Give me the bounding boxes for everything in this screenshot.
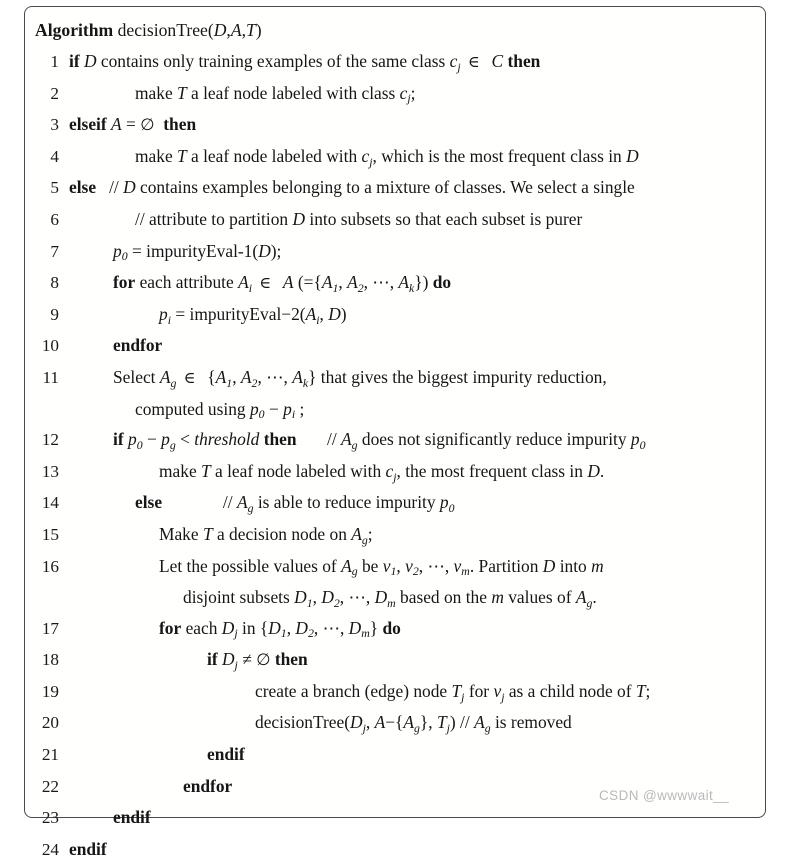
code-line <box>25 267 755 299</box>
line-content: endfor <box>183 775 233 796</box>
code-line <box>25 424 755 456</box>
line-number: 7 <box>50 241 59 261</box>
code-line-continuation <box>25 394 755 425</box>
line-content: endfor <box>113 335 163 356</box>
code-line <box>25 676 755 708</box>
line-content: disjoint subsets $D_1$, $D_2$, ⋯, $D_m$ based on the m values of $A_g$. <box>183 587 597 610</box>
line-content: computed using $p_0 - p_i$ ; <box>135 398 305 422</box>
line-number: 22 <box>41 776 59 796</box>
line-content: if $p_0 - p_g$ < threshold then // $A_g$ does not significantly reduce impurity $p_0$ <box>113 429 646 452</box>
line-number: 16 <box>41 556 59 576</box>
algorithm-code-body <box>25 15 765 865</box>
line-content: else // $A_g$ is able to reduce impurity $p_0$ <box>135 492 455 516</box>
line-content: endif <box>69 838 107 859</box>
code-line <box>25 141 755 173</box>
line-number: 13 <box>41 461 59 481</box>
code-line <box>25 802 755 834</box>
line-number: 1 <box>50 52 59 71</box>
line-number: 5 <box>50 178 59 198</box>
line-content: Make T a decision node on $A_g$; <box>159 523 373 547</box>
line-number: 19 <box>41 681 59 701</box>
code-line <box>25 551 755 583</box>
code-line <box>25 46 755 78</box>
code-line <box>25 204 755 236</box>
line-content: elseif A = ∅ then <box>69 114 197 135</box>
line-number: 24 <box>41 839 59 859</box>
line-number: 6 <box>50 209 59 229</box>
code-line <box>25 644 755 676</box>
line-content: endif <box>113 807 151 828</box>
algorithm-title-keyword: Algorithm <box>35 20 114 40</box>
line-content: make T a leaf node labeled with class $c_j$; <box>135 82 416 106</box>
code-line <box>25 109 755 141</box>
line-content: $p_i$ = $impurityEval-2(A_i$, D) <box>159 303 347 327</box>
code-line <box>25 834 755 865</box>
line-content: Let the possible values of $A_g$ be $v_1$, $v_2$, ⋯, $v_m$. Partition D into m <box>159 555 604 579</box>
line-content: create a branch (edge) node $T_j$ for $v_j$ as a child node of T; <box>255 680 651 704</box>
line-content: else // D contains examples belonging to a mixture of classes. We select a single <box>69 177 635 198</box>
line-number: 18 <box>41 650 59 670</box>
line-number: 21 <box>41 745 59 765</box>
line-content: for each $D_j$ in {$D_1$, $D_2$, ⋯, $D_m$} do <box>159 617 401 641</box>
line-number: 12 <box>41 430 59 450</box>
algorithm-frame <box>24 6 766 859</box>
code-line <box>25 739 755 771</box>
code-line <box>25 330 755 362</box>
line-number: 2 <box>50 83 59 103</box>
algorithm-title <box>25 15 755 46</box>
line-content: make T a leaf node labeled with $c_j$, which is the most frequent class in D <box>135 145 639 169</box>
line-content: if $D_j$ ≠ ∅ then <box>207 649 308 673</box>
line-number: 20 <box>41 713 59 733</box>
line-number: 9 <box>50 304 59 324</box>
code-line <box>25 707 755 739</box>
code-line <box>25 362 755 394</box>
code-line <box>25 456 755 488</box>
line-number: 10 <box>41 336 59 356</box>
code-line <box>25 519 755 551</box>
line-number: 3 <box>50 115 59 135</box>
line-content: $decisionTree(D_j$, $A-\{A_g\}$, $T_j) // A_g$ is removed <box>255 712 572 736</box>
line-number: 8 <box>50 273 59 293</box>
line-content: for each attribute $A_i$ ∈ A ($=\{A_1$, $A_2$, ⋯, $A_k$}) do <box>113 272 452 295</box>
line-number: 14 <box>41 493 59 513</box>
line-content: endif <box>207 744 245 765</box>
line-number: 4 <box>50 146 59 166</box>
line-content: if D contains only training examples of the same class $c_j$ ∈ C then <box>69 51 541 74</box>
code-line <box>25 172 755 204</box>
line-number: 23 <box>41 808 59 828</box>
code-line <box>25 78 755 110</box>
watermark: CSDN @wwwwait__ <box>599 788 729 803</box>
code-line <box>25 613 755 645</box>
line-content: Select $A_g$ ∈ {$A_1$, $A_2$, ⋯, $A_k$} that gives the biggest impurity reduction, <box>113 366 607 390</box>
line-content: make T a leaf node labeled with $c_j$, the most frequent class in D. <box>159 460 605 484</box>
line-content: $p_0$ = impurityEval-1(D); <box>113 240 282 264</box>
line-number: 17 <box>41 618 59 638</box>
line-number: 15 <box>41 524 59 544</box>
code-line <box>25 487 755 519</box>
code-line <box>25 299 755 331</box>
code-line-continuation <box>25 582 755 613</box>
line-number: 11 <box>42 367 59 387</box>
algorithm-title-signature: dеcisionTree(D,A,T) <box>117 20 262 40</box>
line-content: // attribute to partition D into subsets so that each subset is purer <box>135 208 583 229</box>
code-line <box>25 236 755 268</box>
